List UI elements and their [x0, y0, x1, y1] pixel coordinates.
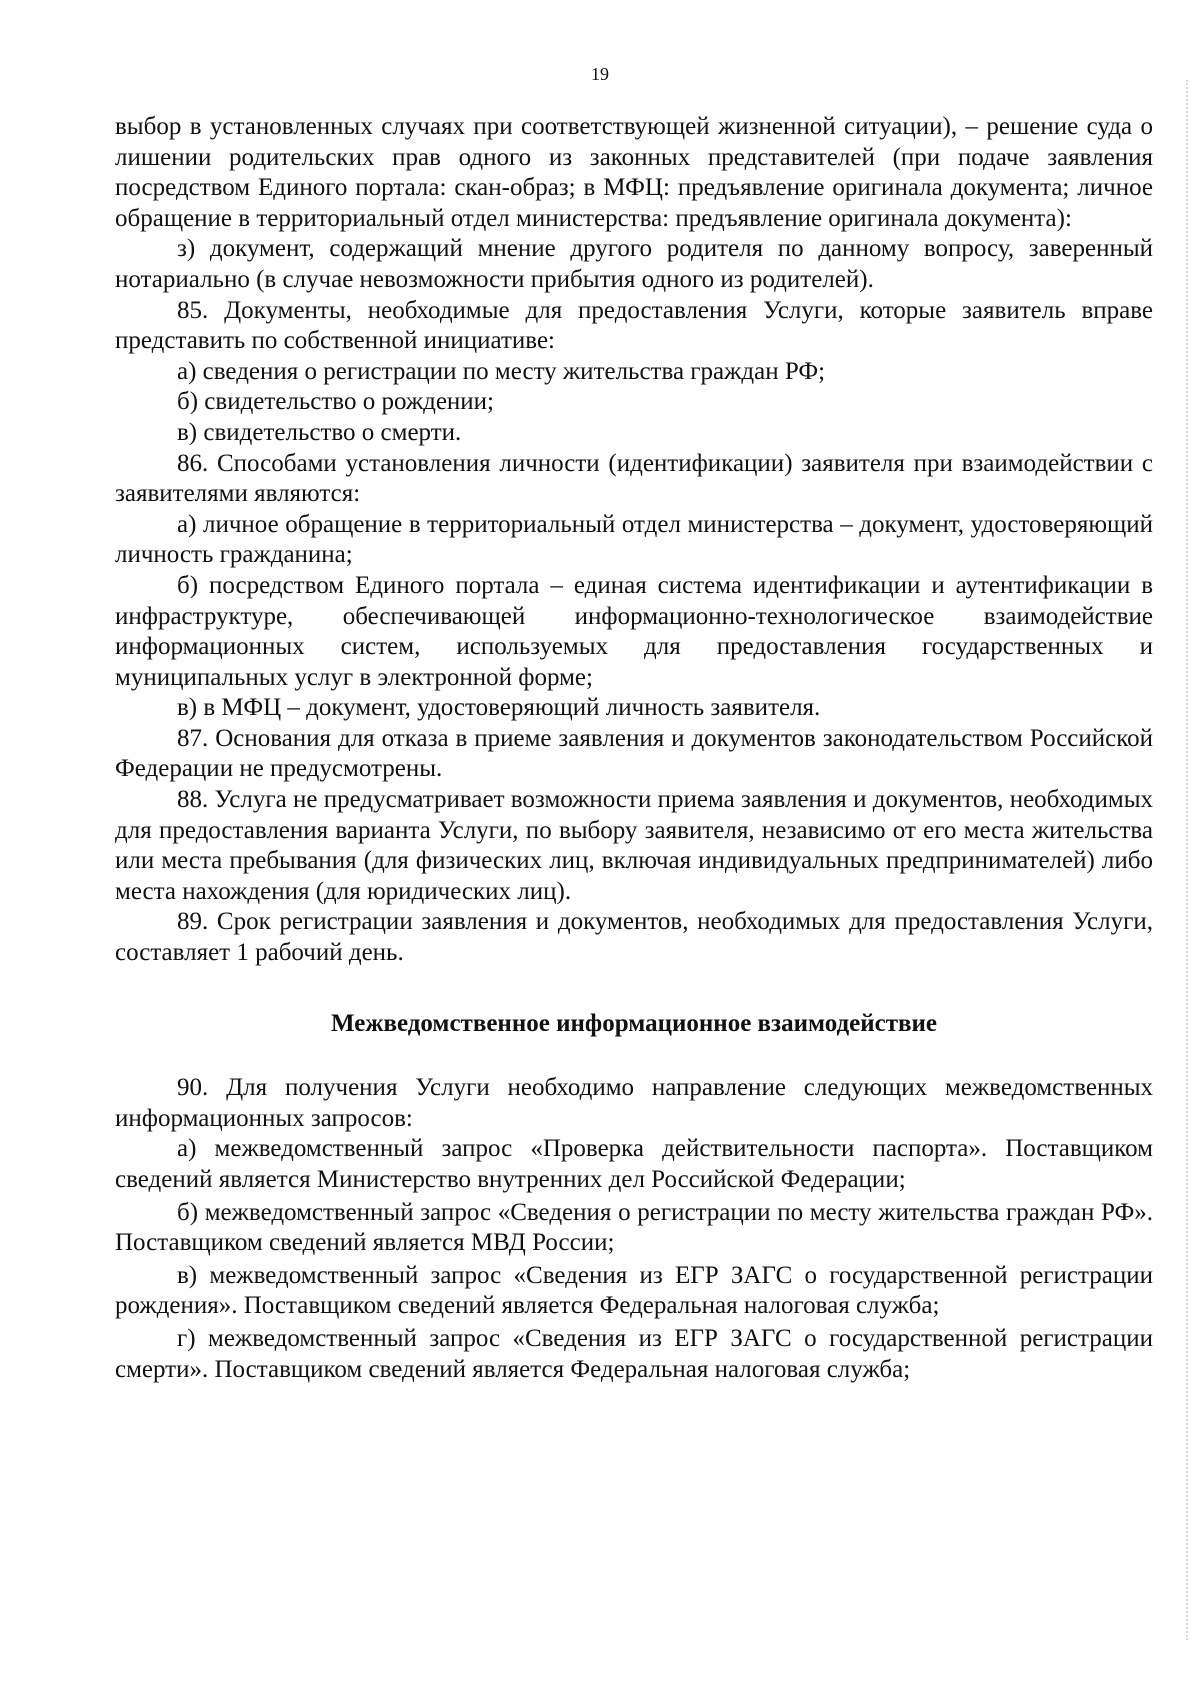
paragraph-86-a: а) личное обращение в территориальный отдел министерства – документ, удостоверяющий личность гражданина;	[115, 510, 1153, 569]
page-number: 19	[591, 64, 609, 84]
paragraph-86-v: в) в МФЦ – документ, удостоверяющий личность заявителя.	[177, 694, 821, 722]
paragraph-continued: выбор в установленных случаях при соответствующей жизненной ситуации), – решение суда о лишении родительских прав одного из законных представителей (при подаче заявления посредством Единого портала: скан-образ; в МФЦ: предъявление оригинала документа; личное обращение в территориальный отдел министерства: предъявление оригинала документа):	[115, 113, 1153, 232]
paragraph-item-z: з) документ, содержащий мнение другого родителя по данному вопросу, заверенный нотариально (в случае невозможности прибытия одного из родителей).	[115, 235, 1153, 293]
paragraph-85: 85. Документы, необходимые для предоставления Услуги, которые заявитель вправе представить по собственной инициативе:	[115, 296, 1153, 355]
paragraph-89: 89. Срок регистрации заявления и документов, необходимых для предоставления Услуги, составляет 1 рабочий день.	[115, 908, 1153, 967]
paragraph-90: 90. Для получения Услуги необходимо направление следующих межведомственных информационных запросов:	[115, 1074, 1153, 1132]
paragraph-85-v: в) свидетельство о смерти.	[177, 418, 462, 446]
paragraph-86: 86. Способами установления личности (идентификации) заявителя при взаимодействии с заявителями являются:	[115, 449, 1153, 508]
paragraph-85-b: б) свидетельство о рождении;	[177, 388, 494, 416]
paragraph-87: 87. Основания для отказа в приеме заявления и документов законодательством Российской Федерации не предусмотрены.	[115, 724, 1153, 783]
paragraph-90-g: г) межведомственный запрос «Сведения из ЕГР ЗАГС о государственной регистрации смерти». Поставщиком сведений является Федеральная налоговая служба;	[115, 1324, 1153, 1383]
paragraph-86-b: б) посредством Единого портала – единая система идентификации и аутентификации в инфраструктуре, обеспечивающей информационно-технологическое взаимодействие информационных систем, используемых для предоставления государственных и муниципальных услуг в электронной форме;	[115, 571, 1153, 691]
paragraph-88: 88. Услуга не предусматривает возможности приема заявления и документов, необходимых для предоставления варианта Услуги, по выбору заявителя, независимо от его места жительства или места пребывания (для физических лиц, включая индивидуальных предпринимателей) либо места нахождения (для юридических лиц).	[115, 786, 1153, 905]
paragraph-90-b: б) межведомственный запрос «Сведения о регистрации по месту жительства граждан РФ». Поставщиком сведений является МВД России;	[115, 1198, 1153, 1257]
paragraph-90-v: в) межведомственный запрос «Сведения из ЕГР ЗАГС о государственной регистрации рождения». Поставщиком сведений является Федеральная налоговая служба;	[115, 1261, 1153, 1320]
scan-edge-line	[1186, 80, 1188, 1640]
paragraph-90-a: а) межведомственный запрос «Проверка действительности паспорта». Поставщиком сведений является Министерство внутренних дел Российской Федерации;	[115, 1135, 1153, 1193]
paragraph-85-a: а) сведения о регистрации по месту жительства граждан РФ;	[177, 357, 826, 385]
section-heading: Межведомственное информационное взаимодействие	[331, 1009, 937, 1037]
document-body	[115, 112, 1153, 1385]
